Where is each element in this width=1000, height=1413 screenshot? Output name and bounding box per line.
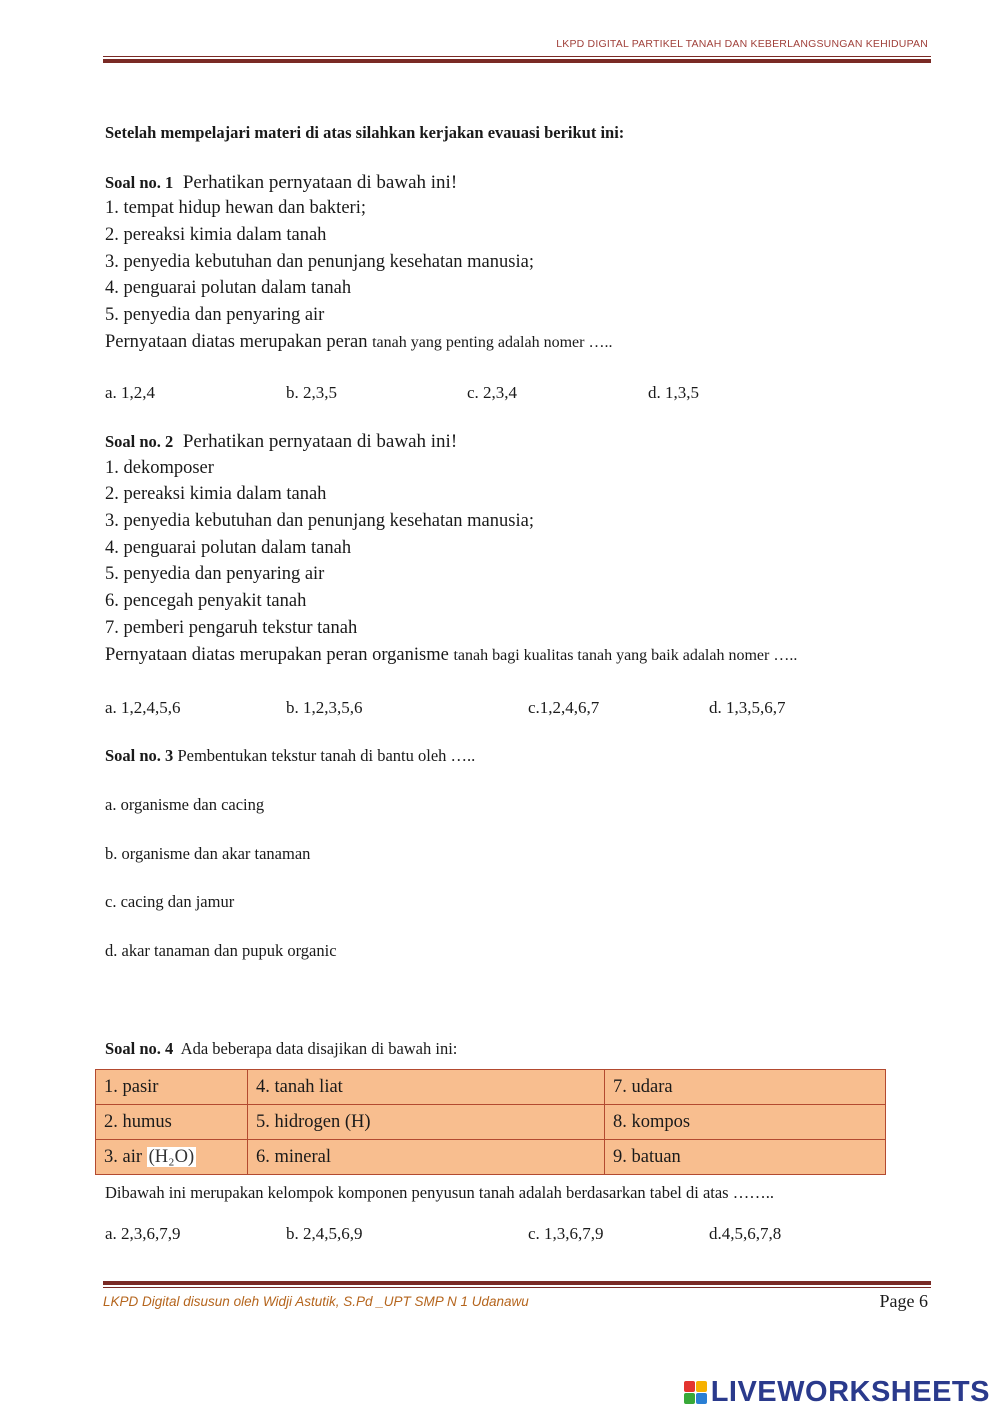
table-cell (96, 1140, 248, 1175)
footer-credit: LKPD Digital disusun oleh Widji Astutik, S.Pd _UPT SMP N 1 Udanawu (103, 1294, 529, 1309)
table-cell: 2. humus (96, 1105, 248, 1140)
q3-option-c[interactable]: c. cacing dan jamur (105, 892, 235, 911)
q1-question-tail: tanah yang penting adalah nomer ….. (372, 334, 613, 351)
question-2-question (105, 645, 797, 666)
question-1-heading (105, 172, 457, 194)
footer-rule-thin (103, 1287, 931, 1288)
footer-rule-thick (103, 1281, 931, 1285)
q1-statement: 3. penyedia kebutuhan dan penunjang kesehatan manusia; (105, 252, 534, 272)
air-label: 3. air (104, 1146, 143, 1167)
table-cell: 4. tanah liat (248, 1070, 605, 1105)
question-1-question (105, 332, 612, 353)
q4-option-b[interactable]: b. 2,4,5,6,9 (286, 1224, 363, 1243)
q2-statement: 3. penyedia kebutuhan dan penunjang kesehatan manusia; (105, 511, 534, 531)
question-4-prompt: Ada beberapa data disajikan di bawah ini: (180, 1039, 458, 1058)
q1-option-c[interactable]: c. 2,3,4 (467, 383, 518, 402)
table-row (96, 1070, 886, 1105)
q3-option-d[interactable]: d. akar tanaman dan pupuk organic (105, 941, 337, 960)
q2-option-c[interactable]: c.1,2,4,6,7 (528, 698, 600, 717)
q2-statement: 2. pereaksi kimia dalam tanah (105, 484, 327, 504)
q2-statement: 7. pemberi pengaruh tekstur tanah (105, 618, 358, 638)
q2-option-d[interactable]: d. 1,3,5,6,7 (709, 698, 786, 717)
table-cell: 9. batuan (605, 1140, 886, 1175)
table-row (96, 1105, 886, 1140)
q4-option-d[interactable]: d.4,5,6,7,8 (709, 1224, 782, 1243)
q1-question-main: Pernyataan diatas merupakan peran (105, 332, 368, 352)
instructions-heading: Setelah mempelajari materi di atas silahkan kerjakan evauasi berikut ini: (105, 123, 625, 142)
question-3-prompt: Pembentukan tekstur tanah di bantu oleh ….. (177, 746, 476, 765)
q2-statement: 6. pencegah penyakit tanah (105, 591, 307, 611)
document-header-title: LKPD DIGITAL PARTIKEL TANAH DAN KEBERLANGSUNGAN KEHIDUPAN (556, 38, 928, 50)
question-4-heading (105, 1039, 457, 1059)
question-4-question: Dibawah ini merupakan kelompok komponen penyusun tanah adalah berdasarkan tabel di atas …….. (105, 1183, 774, 1202)
q1-statement: 5. penyedia dan penyaring air (105, 305, 325, 325)
q3-option-a[interactable]: a. organisme dan cacing (105, 795, 265, 814)
question-1-label: Soal no. 1 (105, 173, 174, 192)
q1-option-a[interactable]: a. 1,2,4 (105, 383, 156, 402)
q1-statement: 1. tempat hidup hewan dan bakteri; (105, 198, 366, 218)
question-3-heading (105, 746, 475, 766)
q2-option-b[interactable]: b. 1,2,3,5,6 (286, 698, 363, 717)
q2-statement: 4. penguarai polutan dalam tanah (105, 538, 352, 558)
question-2-heading (105, 431, 457, 453)
q4-option-a[interactable]: a. 2,3,6,7,9 (105, 1224, 181, 1243)
q3-option-b[interactable]: b. organisme dan akar tanaman (105, 844, 311, 863)
q2-option-a[interactable]: a. 1,2,4,5,6 (105, 698, 181, 717)
liveworksheets-wordmark: LIVEWORKSHEETS (710, 1376, 990, 1408)
table-cell: 7. udara (605, 1070, 886, 1105)
liveworksheets-logo[interactable] (684, 1376, 990, 1409)
q4-option-c[interactable]: c. 1,3,6,7,9 (528, 1224, 604, 1243)
table-cell: 6. mineral (248, 1140, 605, 1175)
q2-statement: 5. penyedia dan penyaring air (105, 564, 325, 584)
water-formula: (H₂O) (148, 1146, 195, 1167)
q1-statement: 2. pereaksi kimia dalam tanah (105, 225, 327, 245)
header-rule-thin (103, 56, 931, 57)
header-rule-thick (103, 59, 931, 63)
q1-option-b[interactable]: b. 2,3,5 (286, 383, 337, 402)
q2-statement: 1. dekomposer (105, 458, 214, 478)
q2-question-main: Pernyataan diatas merupakan peran organisme (105, 645, 449, 665)
table-cell: 5. hidrogen (H) (248, 1105, 605, 1140)
table-row (96, 1140, 886, 1175)
question-2-label: Soal no. 2 (105, 432, 174, 451)
page-number: Page 6 (879, 1291, 928, 1311)
question-3-label: Soal no. 3 (105, 746, 174, 765)
q2-question-tail: tanah bagi kualitas tanah yang baik adalah nomer ….. (453, 647, 798, 664)
q1-statement: 4. penguarai polutan dalam tanah (105, 278, 352, 298)
question-4-label: Soal no. 4 (105, 1039, 174, 1058)
table-cell: 1. pasir (96, 1070, 248, 1105)
question-2-prompt: Perhatikan pernyataan di bawah ini! (182, 431, 458, 452)
question-1-prompt: Perhatikan pernyataan di bawah ini! (182, 172, 458, 193)
liveworksheets-icon (684, 1381, 707, 1404)
table-cell: 8. kompos (605, 1105, 886, 1140)
components-table (95, 1069, 886, 1175)
q1-option-d[interactable]: d. 1,3,5 (648, 383, 699, 402)
